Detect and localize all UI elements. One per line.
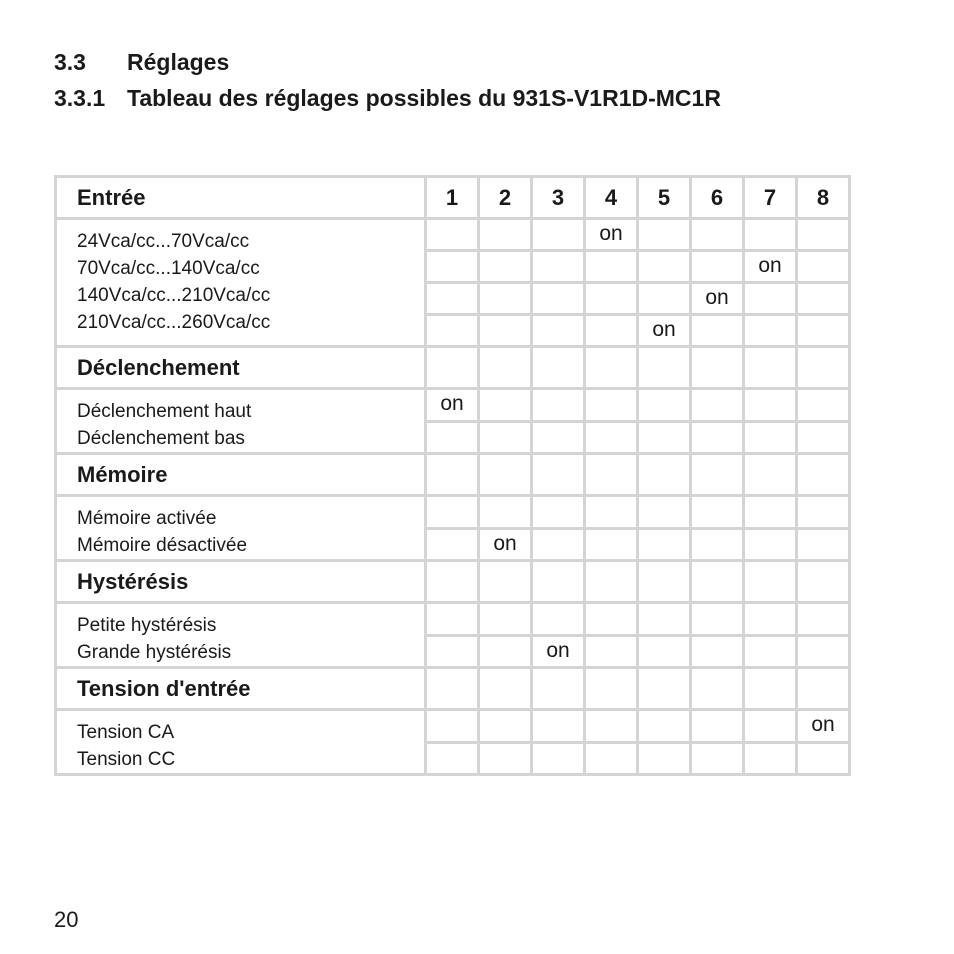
header-empty-cell bbox=[638, 347, 691, 389]
header-empty-cell bbox=[426, 454, 479, 496]
switch-cell bbox=[479, 251, 532, 283]
switch-cell bbox=[797, 603, 850, 636]
switch-cell bbox=[638, 219, 691, 251]
switch-cell bbox=[744, 528, 797, 561]
switch-cell bbox=[479, 496, 532, 529]
switch-cell bbox=[479, 421, 532, 454]
header-empty-cell bbox=[426, 668, 479, 710]
switch-cell bbox=[691, 219, 744, 251]
switch-number-6: 6 bbox=[691, 177, 744, 219]
switch-cell bbox=[797, 742, 850, 775]
switch-cell bbox=[585, 603, 638, 636]
header-empty-cell bbox=[426, 561, 479, 603]
switch-cell bbox=[426, 283, 479, 315]
switch-cell bbox=[532, 421, 585, 454]
option-label: Mémoire désactivée bbox=[77, 535, 248, 556]
switch-cell bbox=[744, 219, 797, 251]
subsection-number: 3.3.1 bbox=[54, 85, 106, 111]
switch-cell bbox=[479, 710, 532, 743]
switch-cell bbox=[744, 421, 797, 454]
switch-cell bbox=[744, 710, 797, 743]
switch-cell bbox=[691, 421, 744, 454]
header-empty-cell bbox=[797, 561, 850, 603]
option-label: Mémoire activée bbox=[77, 508, 217, 529]
option-label: 140Vca/cc...210Vca/cc bbox=[77, 285, 271, 306]
header-empty-cell bbox=[691, 561, 744, 603]
switch-cell: on bbox=[797, 710, 850, 743]
header-empty-cell bbox=[532, 561, 585, 603]
switch-cell bbox=[532, 219, 585, 251]
switch-cell bbox=[585, 421, 638, 454]
header-empty-cell bbox=[638, 454, 691, 496]
switch-cell bbox=[797, 283, 850, 315]
switch-cell bbox=[532, 742, 585, 775]
switch-cell bbox=[638, 389, 691, 422]
switch-cell bbox=[691, 528, 744, 561]
switch-cell bbox=[638, 283, 691, 315]
switch-cell: on bbox=[426, 389, 479, 422]
group-options bbox=[56, 219, 426, 347]
page-number: 20 bbox=[54, 907, 79, 932]
option-row bbox=[56, 710, 850, 743]
switch-number-4: 4 bbox=[585, 177, 638, 219]
switch-cell bbox=[797, 219, 850, 251]
switch-cell: on bbox=[585, 219, 638, 251]
header-empty-cell bbox=[532, 347, 585, 389]
switch-cell bbox=[585, 496, 638, 529]
group-title: Déclenchement bbox=[56, 347, 426, 389]
switch-cell bbox=[638, 251, 691, 283]
option-row bbox=[56, 496, 850, 529]
switch-cell bbox=[532, 251, 585, 283]
switch-cell bbox=[691, 710, 744, 743]
switch-cell bbox=[532, 283, 585, 315]
switch-cell bbox=[532, 496, 585, 529]
option-row bbox=[56, 603, 850, 636]
switch-cell bbox=[479, 219, 532, 251]
header-empty-cell bbox=[744, 454, 797, 496]
header-empty-cell bbox=[585, 454, 638, 496]
switch-number-8: 8 bbox=[797, 177, 850, 219]
switch-cell bbox=[426, 710, 479, 743]
table-body bbox=[56, 177, 850, 775]
switch-cell: on bbox=[532, 635, 585, 668]
switch-cell bbox=[532, 603, 585, 636]
switch-cell bbox=[426, 603, 479, 636]
switch-cell bbox=[797, 528, 850, 561]
switch-number-5: 5 bbox=[638, 177, 691, 219]
switch-cell bbox=[691, 251, 744, 283]
switch-cell bbox=[744, 389, 797, 422]
switch-cell bbox=[426, 315, 479, 347]
switch-number-1: 1 bbox=[426, 177, 479, 219]
switch-cell bbox=[744, 742, 797, 775]
header-empty-cell bbox=[426, 347, 479, 389]
switch-cell bbox=[532, 528, 585, 561]
switch-cell bbox=[797, 635, 850, 668]
group-title: Mémoire bbox=[56, 454, 426, 496]
switch-cell bbox=[479, 635, 532, 668]
group-header-row bbox=[56, 454, 850, 496]
option-label: Grande hystérésis bbox=[77, 642, 232, 663]
section-number: 3.3 bbox=[54, 49, 86, 75]
switch-number-3: 3 bbox=[532, 177, 585, 219]
switch-cell bbox=[744, 635, 797, 668]
header-empty-cell bbox=[691, 668, 744, 710]
switch-number-7: 7 bbox=[744, 177, 797, 219]
group-title: Entrée bbox=[56, 177, 426, 219]
subsection-title: Tableau des réglages possibles du 931S-V1R1D-MC1R bbox=[127, 85, 721, 111]
switch-cell bbox=[426, 251, 479, 283]
header-empty-cell bbox=[744, 561, 797, 603]
switch-cell bbox=[479, 315, 532, 347]
switch-cell bbox=[585, 710, 638, 743]
switch-cell bbox=[585, 528, 638, 561]
header-empty-cell bbox=[691, 347, 744, 389]
header-empty-cell bbox=[479, 347, 532, 389]
header-empty-cell bbox=[638, 668, 691, 710]
switch-cell bbox=[797, 496, 850, 529]
header-empty-cell bbox=[744, 668, 797, 710]
switch-cell bbox=[585, 251, 638, 283]
group-options bbox=[56, 496, 426, 561]
switch-cell bbox=[744, 603, 797, 636]
option-label: Déclenchement haut bbox=[77, 401, 252, 422]
switch-cell bbox=[426, 421, 479, 454]
switch-cell bbox=[426, 528, 479, 561]
switch-cell bbox=[585, 283, 638, 315]
switch-cell bbox=[585, 389, 638, 422]
switch-cell bbox=[797, 251, 850, 283]
section-heading bbox=[54, 51, 229, 74]
header-empty-cell bbox=[479, 668, 532, 710]
group-header-row bbox=[56, 561, 850, 603]
switch-cell bbox=[426, 496, 479, 529]
option-label: Tension CA bbox=[77, 722, 175, 743]
switch-cell bbox=[426, 219, 479, 251]
group-header-row bbox=[56, 177, 850, 219]
switch-cell bbox=[691, 603, 744, 636]
switch-cell: on bbox=[744, 251, 797, 283]
header-empty-cell bbox=[532, 454, 585, 496]
group-title: Tension d'entrée bbox=[56, 668, 426, 710]
header-empty-cell bbox=[532, 668, 585, 710]
group-header-row bbox=[56, 347, 850, 389]
header-empty-cell bbox=[638, 561, 691, 603]
switch-cell bbox=[638, 635, 691, 668]
switch-cell bbox=[585, 315, 638, 347]
option-label: 24Vca/cc...70Vca/cc bbox=[77, 231, 250, 252]
switch-cell bbox=[532, 389, 585, 422]
header-empty-cell bbox=[479, 454, 532, 496]
switch-cell bbox=[797, 389, 850, 422]
header-empty-cell bbox=[797, 347, 850, 389]
switch-cell bbox=[638, 496, 691, 529]
switch-cell bbox=[532, 710, 585, 743]
switch-cell bbox=[797, 421, 850, 454]
group-title: Hystérésis bbox=[56, 561, 426, 603]
header-empty-cell bbox=[585, 668, 638, 710]
switch-cell bbox=[479, 742, 532, 775]
group-options bbox=[56, 710, 426, 775]
option-row bbox=[56, 389, 850, 422]
option-label: 210Vca/cc...260Vca/cc bbox=[77, 312, 271, 333]
switch-cell bbox=[585, 742, 638, 775]
switch-cell bbox=[691, 635, 744, 668]
switch-cell bbox=[744, 283, 797, 315]
group-options bbox=[56, 603, 426, 668]
switch-cell bbox=[585, 635, 638, 668]
subsection-heading bbox=[54, 87, 721, 110]
switch-cell bbox=[426, 742, 479, 775]
header-empty-cell bbox=[797, 668, 850, 710]
option-label: 70Vca/cc...140Vca/cc bbox=[77, 258, 260, 279]
switch-cell: on bbox=[691, 283, 744, 315]
switch-cell bbox=[744, 496, 797, 529]
option-label: Petite hystérésis bbox=[77, 615, 217, 636]
option-label: Tension CC bbox=[77, 749, 176, 770]
switch-number-2: 2 bbox=[479, 177, 532, 219]
switch-cell: on bbox=[479, 528, 532, 561]
switch-cell bbox=[426, 635, 479, 668]
header-empty-cell bbox=[585, 561, 638, 603]
switch-cell bbox=[479, 283, 532, 315]
header-empty-cell bbox=[744, 347, 797, 389]
switch-cell bbox=[532, 315, 585, 347]
switch-cell bbox=[797, 315, 850, 347]
switch-cell bbox=[638, 421, 691, 454]
group-options bbox=[56, 389, 426, 454]
switch-cell bbox=[479, 603, 532, 636]
settings-table bbox=[54, 175, 851, 776]
switch-cell bbox=[691, 742, 744, 775]
switch-cell bbox=[479, 389, 532, 422]
header-empty-cell bbox=[691, 454, 744, 496]
header-empty-cell bbox=[797, 454, 850, 496]
option-row bbox=[56, 219, 850, 251]
switch-cell bbox=[691, 496, 744, 529]
option-label: Déclenchement bas bbox=[77, 428, 245, 449]
switch-cell bbox=[638, 603, 691, 636]
group-header-row bbox=[56, 668, 850, 710]
section-title: Réglages bbox=[127, 49, 230, 75]
switch-cell bbox=[638, 710, 691, 743]
header-empty-cell bbox=[585, 347, 638, 389]
switch-cell bbox=[691, 389, 744, 422]
switch-cell: on bbox=[638, 315, 691, 347]
switch-cell bbox=[691, 315, 744, 347]
header-empty-cell bbox=[479, 561, 532, 603]
switch-cell bbox=[744, 315, 797, 347]
switch-cell bbox=[638, 742, 691, 775]
switch-cell bbox=[638, 528, 691, 561]
